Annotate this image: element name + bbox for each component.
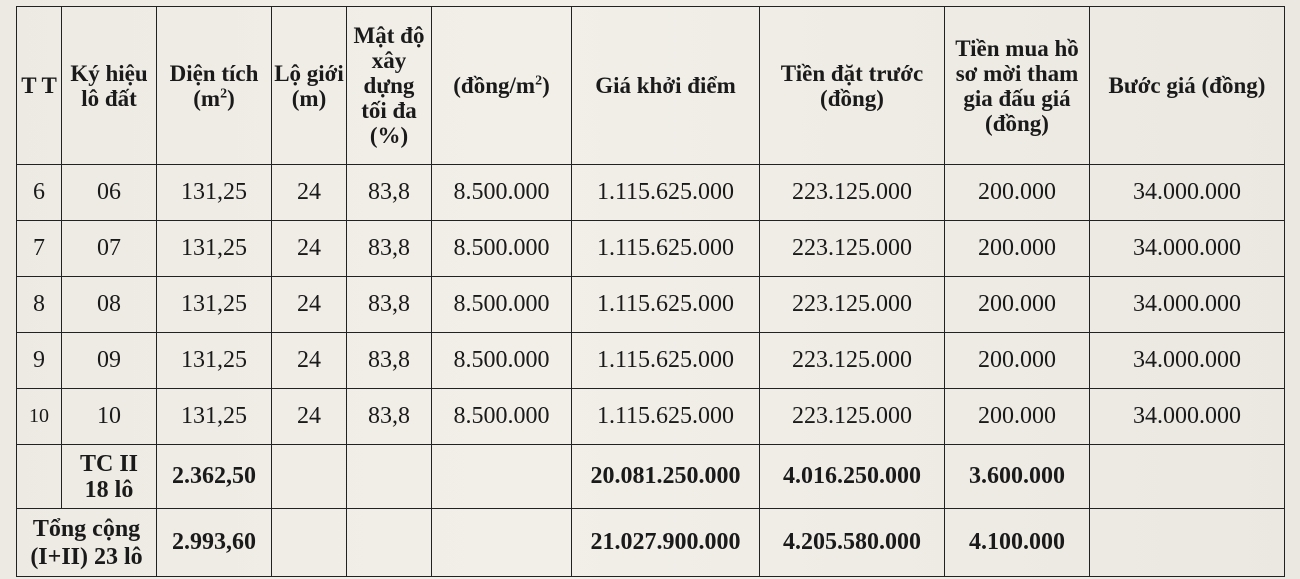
cell-tien-ho-so: 200.000 <box>945 221 1090 277</box>
cell-empty <box>272 445 347 509</box>
cell-gia-khoi-diem: 1.115.625.000 <box>572 277 760 333</box>
table-row <box>17 333 1285 389</box>
subtotal-row <box>17 445 1285 509</box>
header-dien-tich-end: ) <box>227 85 235 111</box>
cell-tien-dat-truoc: 223.125.000 <box>760 277 945 333</box>
cell-don-gia: 8.500.000 <box>432 277 572 333</box>
subtotal-label <box>62 445 157 509</box>
cell-tt: 6 <box>17 165 62 221</box>
cell-don-gia: 8.500.000 <box>432 221 572 277</box>
cell-empty <box>347 445 432 509</box>
auction-price-table <box>16 6 1285 577</box>
header-buoc-gia: Bước giá (đồng) <box>1090 7 1285 165</box>
header-don-gia-text: (đồng/m <box>453 73 536 98</box>
header-don-gia-sup: 2 <box>535 73 543 89</box>
total-tien-dat-truoc: 4.205.580.000 <box>760 509 945 577</box>
subtotal-label-line1: TC II <box>79 450 139 477</box>
header-tien-mua-ho-so: Tiền mua hồ sơ mời tham gia đấu giá (đồng) <box>945 7 1090 165</box>
cell-mat-do: 83,8 <box>347 333 432 389</box>
header-gia-khoi-diem: Giá khởi điểm <box>572 7 760 165</box>
subtotal-tien-ho-so: 3.600.000 <box>945 445 1090 509</box>
table-row <box>17 165 1285 221</box>
cell-ky-hieu: 08 <box>62 277 157 333</box>
cell-don-gia: 8.500.000 <box>432 333 572 389</box>
cell-ky-hieu: 09 <box>62 333 157 389</box>
cell-mat-do: 83,8 <box>347 277 432 333</box>
table-row <box>17 389 1285 445</box>
header-dien-tich-text: Diện tích (m <box>169 60 259 111</box>
table-header-row <box>17 7 1285 165</box>
header-lo-gioi: Lộ giới (m) <box>272 7 347 165</box>
cell-dien-tich: 131,25 <box>157 389 272 445</box>
total-tien-ho-so: 4.100.000 <box>945 509 1090 577</box>
cell-empty <box>1090 509 1285 577</box>
header-tien-dat-truoc: Tiền đặt trước (đồng) <box>760 7 945 165</box>
cell-tien-ho-so: 200.000 <box>945 165 1090 221</box>
cell-tien-ho-so: 200.000 <box>945 333 1090 389</box>
cell-buoc-gia: 34.000.000 <box>1090 333 1285 389</box>
cell-gia-khoi-diem: 1.115.625.000 <box>572 333 760 389</box>
cell-gia-khoi-diem: 1.115.625.000 <box>572 165 760 221</box>
cell-empty <box>432 509 572 577</box>
subtotal-gia-khoi-diem: 20.081.250.000 <box>572 445 760 509</box>
cell-tien-dat-truoc: 223.125.000 <box>760 221 945 277</box>
header-don-gia-end: ) <box>542 73 550 98</box>
cell-buoc-gia: 34.000.000 <box>1090 221 1285 277</box>
cell-gia-khoi-diem: 1.115.625.000 <box>572 221 760 277</box>
cell-mat-do: 83,8 <box>347 389 432 445</box>
cell-tien-ho-so: 200.000 <box>945 389 1090 445</box>
cell-tien-dat-truoc: 223.125.000 <box>760 333 945 389</box>
header-dien-tich-sup: 2 <box>220 85 228 101</box>
cell-lo-gioi: 24 <box>272 333 347 389</box>
cell-dien-tich: 131,25 <box>157 221 272 277</box>
cell-tien-dat-truoc: 223.125.000 <box>760 165 945 221</box>
cell-tt-empty <box>17 445 62 509</box>
cell-mat-do: 83,8 <box>347 221 432 277</box>
cell-dien-tich: 131,25 <box>157 165 272 221</box>
subtotal-dien-tich: 2.362,50 <box>157 445 272 509</box>
table-row <box>17 221 1285 277</box>
cell-don-gia: 8.500.000 <box>432 165 572 221</box>
total-dien-tich: 2.993,60 <box>157 509 272 577</box>
cell-empty <box>432 445 572 509</box>
total-row <box>17 509 1285 577</box>
cell-buoc-gia: 34.000.000 <box>1090 389 1285 445</box>
table-row <box>17 277 1285 333</box>
header-ky-hieu: Ký hiệu lô đất <box>62 7 157 165</box>
header-dien-tich <box>157 7 272 165</box>
cell-buoc-gia: 34.000.000 <box>1090 165 1285 221</box>
cell-empty <box>1090 445 1285 509</box>
cell-empty <box>272 509 347 577</box>
header-mat-do: Mật độ xây dựng tối đa (%) <box>347 7 432 165</box>
total-label-line1: Tổng cộng <box>32 515 141 542</box>
cell-dien-tich: 131,25 <box>157 333 272 389</box>
cell-buoc-gia: 34.000.000 <box>1090 277 1285 333</box>
cell-lo-gioi: 24 <box>272 389 347 445</box>
subtotal-tien-dat-truoc: 4.016.250.000 <box>760 445 945 509</box>
total-label-line2: (I+II) 23 lô <box>30 543 143 570</box>
cell-tt: 10 <box>17 389 62 445</box>
cell-ky-hieu: 10 <box>62 389 157 445</box>
cell-lo-gioi: 24 <box>272 277 347 333</box>
cell-don-gia: 8.500.000 <box>432 389 572 445</box>
cell-tien-ho-so: 200.000 <box>945 277 1090 333</box>
total-label <box>17 509 157 577</box>
cell-tt: 8 <box>17 277 62 333</box>
total-gia-khoi-diem: 21.027.900.000 <box>572 509 760 577</box>
header-don-gia <box>432 7 572 165</box>
cell-tt: 7 <box>17 221 62 277</box>
cell-gia-khoi-diem: 1.115.625.000 <box>572 389 760 445</box>
cell-empty <box>347 509 432 577</box>
cell-dien-tich: 131,25 <box>157 277 272 333</box>
header-tt: T T <box>17 7 62 165</box>
subtotal-label-line2: 18 lô <box>84 476 134 503</box>
cell-ky-hieu: 06 <box>62 165 157 221</box>
cell-mat-do: 83,8 <box>347 165 432 221</box>
cell-tt: 9 <box>17 333 62 389</box>
cell-lo-gioi: 24 <box>272 221 347 277</box>
cell-ky-hieu: 07 <box>62 221 157 277</box>
cell-tien-dat-truoc: 223.125.000 <box>760 389 945 445</box>
cell-lo-gioi: 24 <box>272 165 347 221</box>
